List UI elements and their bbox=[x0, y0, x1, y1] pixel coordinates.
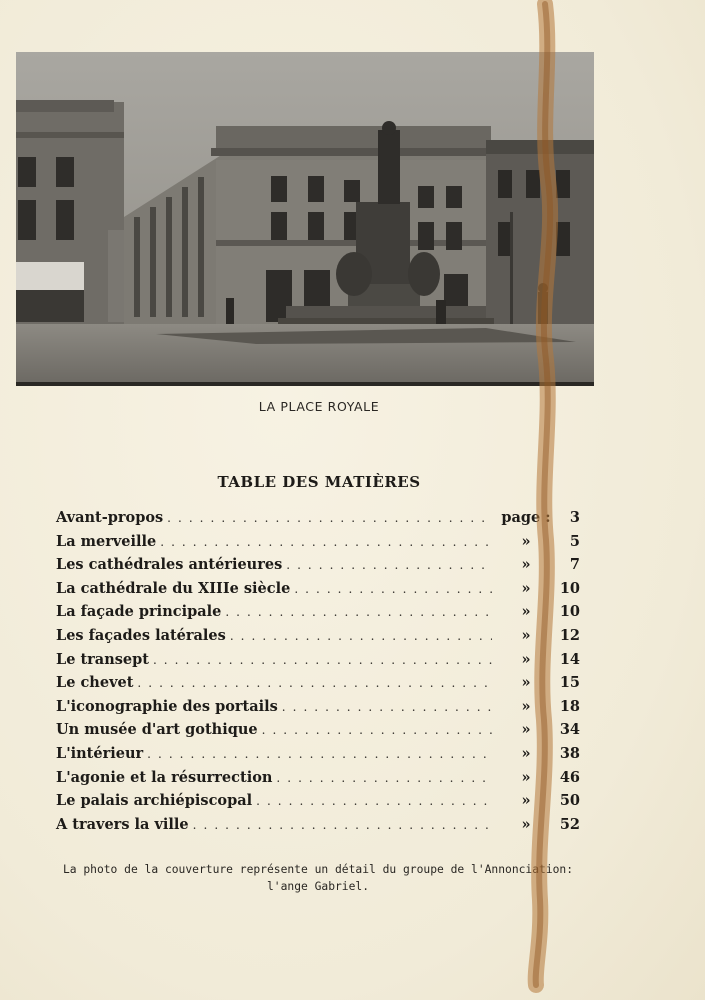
toc-entry-mark: » bbox=[521, 626, 531, 644]
toc-entry-page: 5 bbox=[569, 532, 580, 550]
toc-entry bbox=[56, 792, 580, 816]
leader-dots bbox=[225, 605, 492, 619]
toc-entry-title: Les façades latérales bbox=[56, 626, 226, 644]
toc-entry bbox=[56, 721, 580, 745]
toc-entry-title: Les cathédrales antérieures bbox=[56, 556, 283, 574]
toc-entry-title: La merveille bbox=[56, 532, 157, 550]
toc-entry-title: La cathédrale du XIIIe siècle bbox=[56, 579, 291, 597]
toc-entry-title: L'agonie et la résurrection bbox=[56, 768, 273, 786]
leader-dots bbox=[137, 676, 492, 690]
leader-dots bbox=[160, 535, 492, 549]
place-royale-illustration bbox=[16, 52, 594, 382]
toc-title: TABLE DES MATIÈRES bbox=[217, 473, 421, 491]
toc-entry-page: 52 bbox=[559, 815, 580, 833]
leader-dots bbox=[282, 700, 492, 714]
toc-entry-mark: » bbox=[521, 579, 531, 597]
toc-entry-mark: » bbox=[521, 650, 531, 668]
toc-entry-mark: » bbox=[521, 697, 531, 715]
toc-entry bbox=[56, 674, 580, 698]
leader-dots bbox=[286, 558, 492, 572]
toc-entry-mark: page : bbox=[501, 509, 551, 526]
leader-dots bbox=[256, 794, 492, 808]
toc-entry-mark: » bbox=[521, 674, 531, 692]
toc-entry-title: Le transept bbox=[56, 650, 149, 668]
toc-entry-page: 3 bbox=[569, 509, 580, 526]
toc-entry-page: 34 bbox=[559, 721, 580, 739]
toc-entry-page: 15 bbox=[559, 674, 580, 692]
cover-photo-note-line-1: La photo de la couverture représente un détail du groupe de l'Annonciation: bbox=[62, 863, 574, 876]
toc-entry-title: La façade principale bbox=[56, 603, 222, 621]
leader-dots bbox=[147, 747, 492, 761]
toc-entry-mark: » bbox=[521, 721, 531, 739]
photo-caption: LA PLACE ROYALE bbox=[258, 399, 380, 414]
toc-entry-mark: » bbox=[521, 815, 531, 833]
toc-entry-page: 10 bbox=[559, 603, 580, 621]
toc-entry-mark: » bbox=[521, 768, 531, 786]
toc-entry-page: 12 bbox=[559, 626, 580, 644]
toc-entry bbox=[56, 509, 580, 533]
toc-entry-page: 14 bbox=[559, 650, 580, 668]
toc-entry-page: 7 bbox=[569, 556, 580, 574]
leader-dots bbox=[230, 629, 492, 643]
toc-entry-mark: » bbox=[521, 744, 531, 762]
toc-entry bbox=[56, 698, 580, 722]
toc-entry-page: 18 bbox=[559, 697, 580, 715]
toc-entry bbox=[56, 627, 580, 651]
leader-dots bbox=[294, 582, 492, 596]
toc-entry bbox=[56, 769, 580, 793]
leader-dots bbox=[262, 723, 492, 737]
toc-entry-mark: » bbox=[521, 556, 531, 574]
toc-entry-mark: » bbox=[521, 603, 531, 621]
toc-entry bbox=[56, 580, 580, 604]
toc-entry-title: L'iconographie des portails bbox=[56, 697, 278, 715]
toc-entry-title: Le palais archiépiscopal bbox=[56, 792, 253, 810]
toc-entry-title: Avant-propos bbox=[56, 509, 164, 526]
leader-dots bbox=[167, 511, 492, 525]
toc-entry-mark: » bbox=[521, 792, 531, 810]
toc-entry-title: L'intérieur bbox=[56, 744, 144, 762]
cover-photo-note bbox=[40, 861, 596, 895]
toc-entry bbox=[56, 745, 580, 769]
toc-entry-page: 46 bbox=[559, 768, 580, 786]
toc-entry bbox=[56, 651, 580, 675]
toc-entry bbox=[56, 603, 580, 627]
toc-entry bbox=[56, 816, 580, 840]
leader-dots bbox=[153, 653, 492, 667]
toc-entry-page: 50 bbox=[559, 792, 580, 810]
table-of-contents bbox=[56, 509, 580, 839]
toc-entry-title: Un musée d'art gothique bbox=[56, 721, 258, 739]
toc-entry bbox=[56, 556, 580, 580]
toc-entry bbox=[56, 533, 580, 557]
toc-entry-page: 10 bbox=[559, 579, 580, 597]
toc-entry-mark: » bbox=[521, 532, 531, 550]
place-royale-photo bbox=[16, 52, 594, 386]
leader-dots bbox=[193, 818, 492, 832]
toc-entry-page: 38 bbox=[559, 744, 580, 762]
cover-photo-note-line-2: l'ange Gabriel. bbox=[266, 880, 370, 893]
leader-dots bbox=[276, 771, 492, 785]
toc-entry-title: Le chevet bbox=[56, 674, 134, 692]
toc-entry-title: A travers la ville bbox=[56, 815, 189, 833]
